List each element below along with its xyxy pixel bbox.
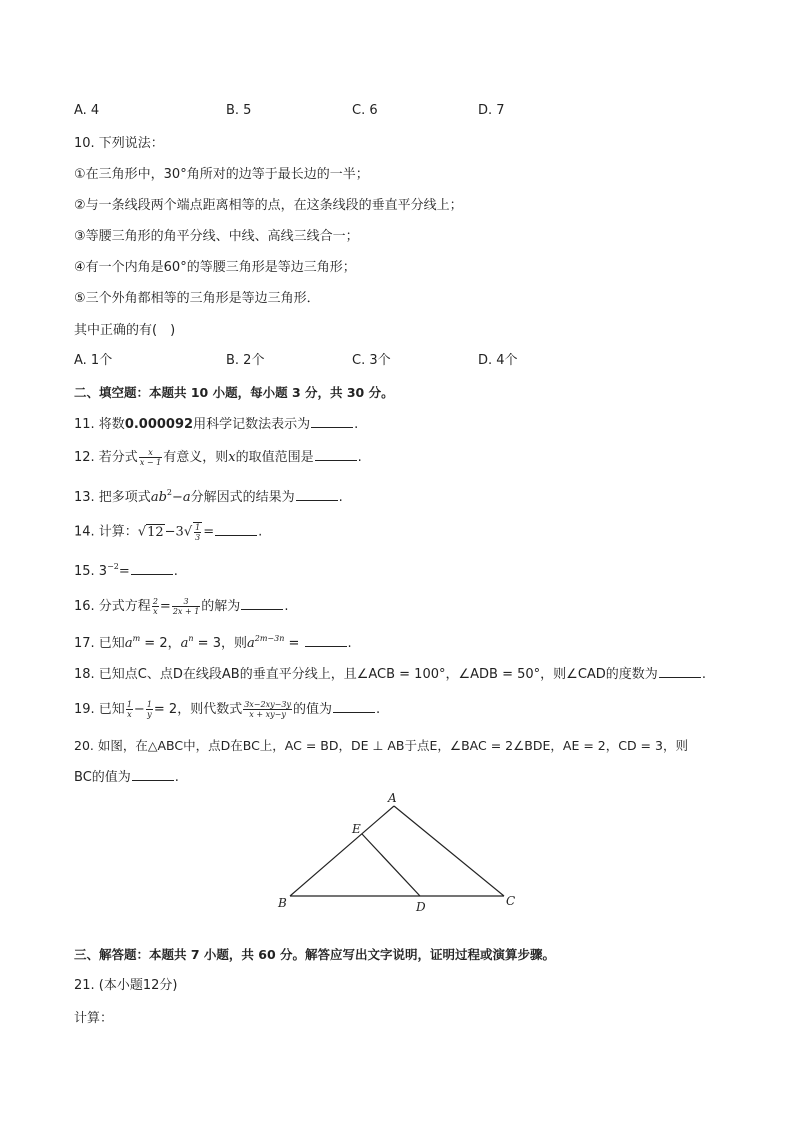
fraction: $\frac{3x-2xy-3y}{x + xy-y}$ [244,700,291,719]
answer-blank [215,523,257,536]
q18: 18. 已知点C、点D在线段AB的垂直平分线上，且∠ACB = 100°，∠ADB = 50°，则∠CAD的度数为 . [74,667,706,682]
q12: 12. 若分式 $\frac{x}{x - 1}$ 有意义，则x的取值范围是 . [74,448,362,467]
answer-blank [659,665,701,678]
q9-option-d: D. 7 [478,103,505,118]
q17: 17. 已知$a^m = 2$，$a^n = 3$，则$a^{2m-3n}$ = . [74,634,352,651]
fraction: $\frac{2}{x}$ [152,597,158,616]
q10-item-3: ③等腰三角形的角平分线、中线、高线三线合一； [74,229,359,244]
answer-blank [296,488,338,501]
label-e: E [352,822,361,836]
q14: 14. 计算：√12−3√ $\frac{1}{3}$ = . [74,523,263,542]
q11: 11. 将数0.000092用科学记数法表示为 . [74,417,359,432]
answer-blank [333,700,375,713]
label-c: C [506,894,516,908]
q10-item-4: ④有一个内角是60°的等腰三角形是等边三角形； [74,260,356,275]
answer-blank [241,597,283,610]
fraction: $\frac{x}{x - 1}$ [139,448,162,467]
q10-option-c: C. 3个 [352,353,391,368]
answer-blank [311,415,353,428]
q19: 19. 已知 $\frac{1}{x}$ − $\frac{1}{y}$ = 2，则代数式 $\frac{3x-2xy-3y}{x + xy-y}$ 的值为 . [74,700,381,719]
section-2-title: 二、填空题：本题共 10 小题，每小题 3 分，共 30 分。 [74,385,394,400]
q21-title: 21. (本小题12分) [74,978,178,993]
fraction: $\frac{1}{3}$ [195,523,201,542]
q20-line-1: 20. 如图，在△ABC中，点D在BC上，AC = BD，DE ⊥ AB于点E，∠BAC = 2∠BDE，AE = 2，CD = 3，则 [74,738,688,753]
answer-blank [315,448,357,461]
label-b: B [278,896,287,910]
q20-line-2: BC的值为 . [74,770,179,785]
q10-item-5: ⑤三个外角都相等的三角形是等边三角形． [74,291,320,306]
side-ac [394,806,504,896]
fraction: $\frac{1}{y}$ [146,700,152,719]
segment-de [362,834,420,896]
q10-stem: 10. 下列说法： [74,136,164,151]
answer-blank [305,634,347,647]
q10-option-b: B. 2个 [226,353,265,368]
answer-blank [132,768,174,781]
q13: 13. 把多项式$ab^2-a$分解因式的结果为 . [74,488,343,505]
label-a: A [388,791,397,805]
triangle-figure [272,790,532,920]
q9-option-a: A. 4 [74,103,100,118]
answer-blank [131,562,173,575]
q10-item-1: ①在三角形中，30°角所对的边等于最长边的一半； [74,167,369,182]
q9-option-c: C. 6 [352,103,378,118]
q10-item-2: ②与一条线段两个端点距离相等的点，在这条线段的垂直平分线上； [74,198,463,213]
q16: 16. 分式方程 $\frac{2}{x}$ = $\frac{3}{2x + 1}$ 的解为 . [74,597,289,616]
section-3-title: 三、解答题：本题共 7 小题，共 60 分。解答应写出文字说明，证明过程或演算步骤。 [74,947,556,962]
label-d: D [416,900,426,914]
q9-option-b: B. 5 [226,103,252,118]
fraction: $\frac{1}{x}$ [126,700,132,719]
q21-sub: 计算： [74,1011,114,1026]
q10-question: 其中正确的有( ) [74,323,176,338]
q15: 15. $3^{-2}=$ . [74,562,178,579]
q10-option-d: D. 4个 [478,353,518,368]
fraction: $\frac{3}{2x + 1}$ [172,597,200,616]
q10-option-a: A. 1个 [74,353,113,368]
